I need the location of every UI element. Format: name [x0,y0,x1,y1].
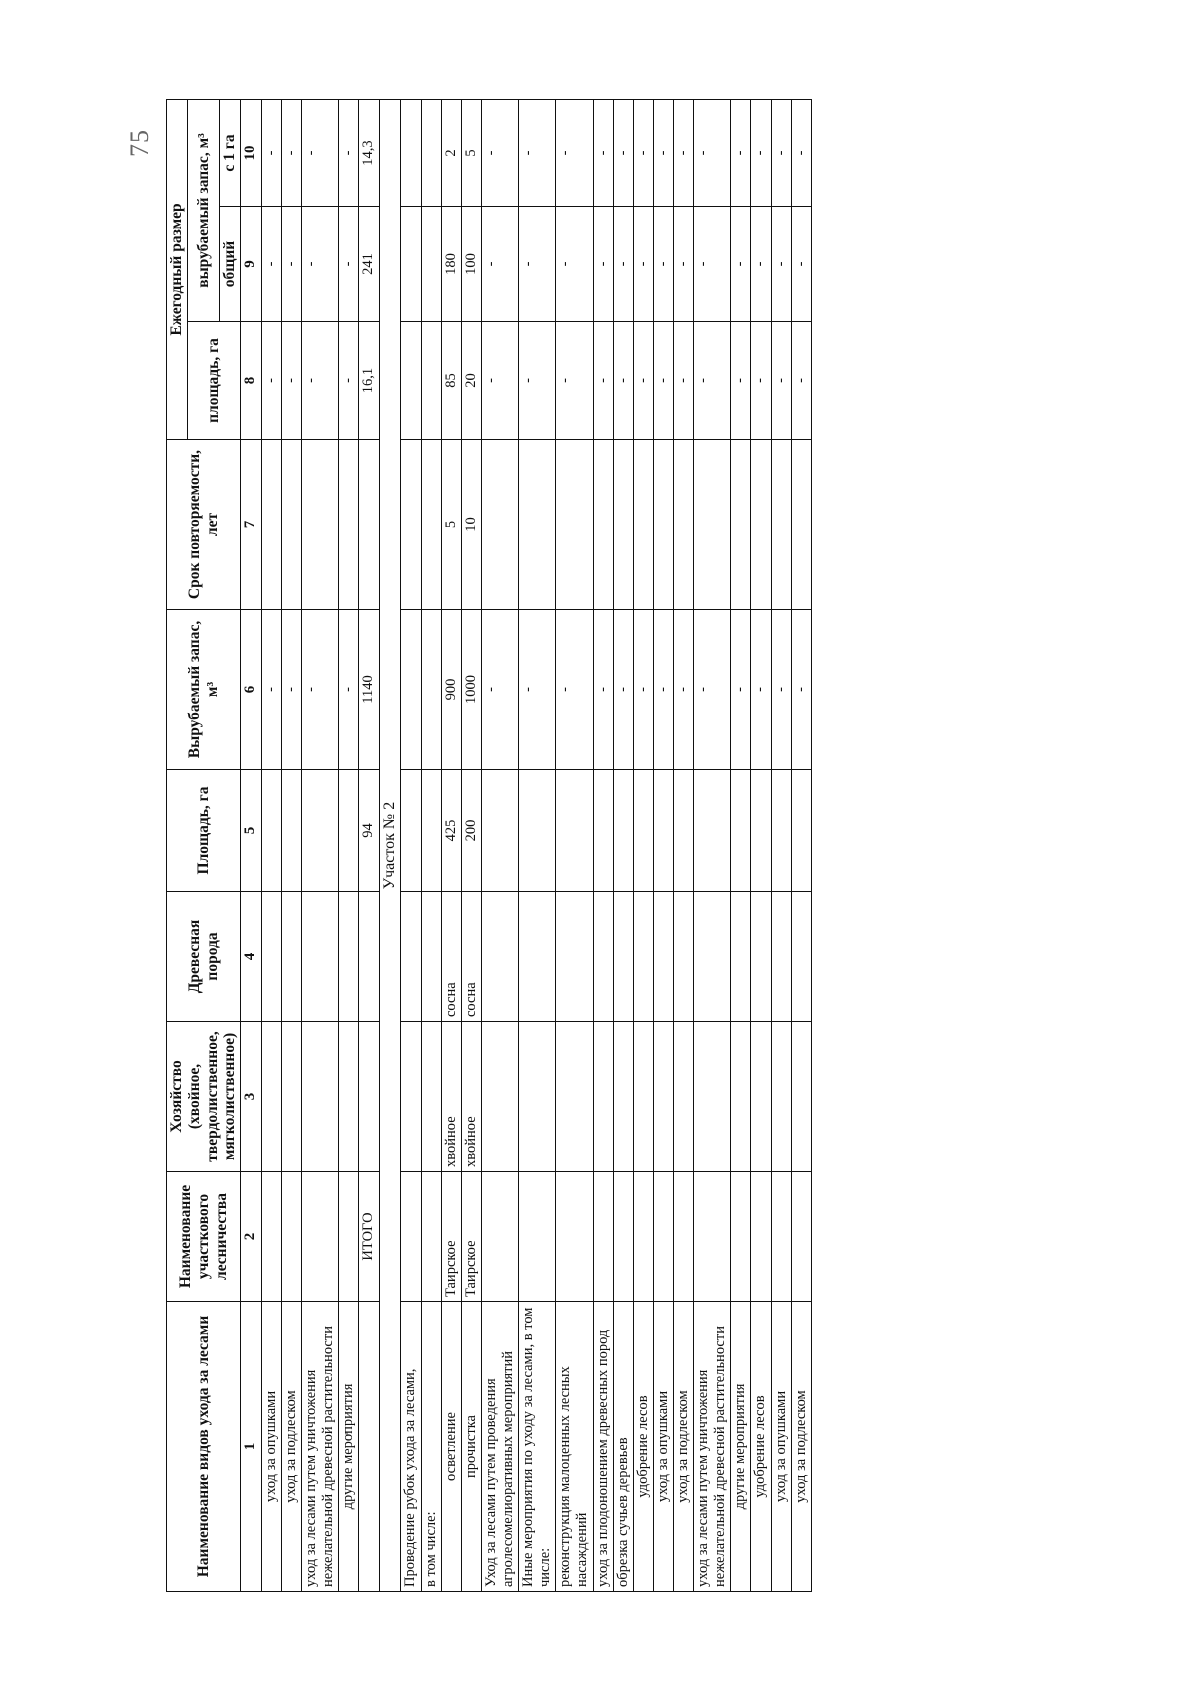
care-type-cell: другие мероприятия [339,1302,359,1592]
table-cell: - [519,610,556,770]
table-cell: - [339,610,359,770]
table-cell [302,1172,339,1302]
table-cell: 100 [461,207,481,322]
table-cell: - [481,610,518,770]
table-cell: - [791,100,811,207]
table-row [751,100,771,1592]
table-cell: - [613,610,633,770]
table-cell: хвойное [461,1022,481,1172]
header-repeat-period: Срок повторяемости, лет [167,440,241,610]
table-cell: - [261,100,281,207]
table-cell: - [653,207,673,322]
col-number: 6 [241,610,262,770]
table-cell: - [556,207,593,322]
table-cell [771,1172,791,1302]
table-cell [633,1172,653,1302]
table-row [519,100,556,1592]
care-type-cell: уход за лесами путем уничтожения нежелательной древесной растительности [302,1302,339,1592]
table-cell: - [481,100,518,207]
table-cell [593,892,613,1022]
care-type-cell: уход за опушками [261,1302,281,1592]
table-row [653,100,673,1592]
table-cell [261,440,281,610]
table-cell [359,440,379,610]
table-cell: - [519,207,556,322]
table-cell [481,1172,518,1302]
header-economy: Хозяйство (хвойное, твердолиственное, мягколиственное) [167,1022,241,1172]
table-cell [613,1172,633,1302]
table-cell: - [771,207,791,322]
table-row [401,100,421,1592]
table-cell [653,440,673,610]
table-cell: Таирское [461,1172,481,1302]
table-cell [694,1172,731,1302]
table-row [481,100,518,1592]
table-cell: - [751,322,771,440]
table-cell: - [653,610,673,770]
table-cell: - [282,207,302,322]
table-cell: - [593,100,613,207]
table-cell: сосна [461,892,481,1022]
table-cell [731,440,751,610]
table-cell [771,770,791,892]
col-number: 9 [241,207,262,322]
table-cell [481,770,518,892]
table-cell [339,440,359,610]
care-type-cell: уход за опушками [771,1302,791,1592]
table-cell: - [282,610,302,770]
table-cell [519,1172,556,1302]
table-row [674,100,694,1592]
table-cell [401,1172,421,1302]
table-cell: - [633,322,653,440]
table-cell [282,1022,302,1172]
table-row [421,100,441,1592]
column-number-row [241,100,262,1592]
table-cell [613,440,633,610]
total-annual-area: 16,1 [359,322,379,440]
table-cell [771,440,791,610]
table-cell [751,1172,771,1302]
table-cell: 5 [461,100,481,207]
table-cell [674,1022,694,1172]
table-row [339,100,359,1592]
table-cell: 10 [461,440,481,610]
table-cell [653,1022,673,1172]
table-cell [556,770,593,892]
table-cell [593,440,613,610]
table-cell [261,892,281,1022]
table-cell [751,440,771,610]
care-type-cell: реконструкция малоценных лесных насаждений [556,1302,593,1592]
care-type-cell: уход за подлеском [791,1302,811,1592]
table-cell: - [556,100,593,207]
table-row [731,100,751,1592]
care-type-cell: удобрение лесов [633,1302,653,1592]
table-cell [653,1172,673,1302]
table-cell [421,100,441,207]
col-number: 4 [241,892,262,1022]
table-cell: - [519,100,556,207]
table-cell: 2 [441,100,461,207]
table-cell [653,770,673,892]
rotated-table-wrapper [166,99,812,1592]
col-number: 10 [241,100,262,207]
total-area: 94 [359,770,379,892]
table-cell: - [302,322,339,440]
table-cell [401,1022,421,1172]
table-cell: - [593,610,613,770]
table-row [791,100,811,1592]
table-cell [694,440,731,610]
table-cell: - [302,207,339,322]
table-cell: 20 [461,322,481,440]
table-cell: - [674,322,694,440]
section-title: Участок № 2 [379,100,401,1592]
table-row [441,100,461,1592]
table-cell [694,1022,731,1172]
table-cell [653,892,673,1022]
table-cell: Таирское [441,1172,461,1302]
table-cell [674,770,694,892]
care-type-cell: удобрение лесов [751,1302,771,1592]
table-cell [421,770,441,892]
table-cell [791,892,811,1022]
table-cell: - [771,100,791,207]
table-cell [302,1022,339,1172]
table-cell: - [771,322,791,440]
table-cell [401,100,421,207]
table-cell [421,440,441,610]
table-row [282,100,302,1592]
total-stock-per-ha: 14,3 [359,100,379,207]
table-cell: - [302,100,339,207]
table-cell: - [339,100,359,207]
table-cell [791,1172,811,1302]
care-type-cell: Проведение рубок ухода за лесами, [401,1302,421,1592]
table-row [593,100,613,1592]
table-cell [791,440,811,610]
table-cell [359,1022,379,1172]
table-cell [282,1172,302,1302]
header-annual-area: площадь, га [187,322,240,440]
table-cell [421,892,441,1022]
table-cell: 425 [441,770,461,892]
table-cell [613,1022,633,1172]
table-cell: - [731,322,751,440]
table-cell: хвойное [441,1022,461,1172]
table-cell: - [481,322,518,440]
header-area: Площадь, га [167,770,241,892]
care-type-cell: осветление [441,1302,461,1592]
table-cell: - [519,322,556,440]
care-type-cell: в том числе: [421,1302,441,1592]
table-cell: - [302,610,339,770]
table-cell [282,892,302,1022]
table-cell: - [633,610,653,770]
table-row [633,100,653,1592]
care-type-cell: уход за подлеском [674,1302,694,1592]
table-cell: - [613,207,633,322]
table-cell: - [633,207,653,322]
table-cell: - [261,322,281,440]
table-cell: - [751,100,771,207]
table-cell [771,892,791,1022]
table-cell: - [694,610,731,770]
table-cell: - [653,322,673,440]
table-cell [556,1022,593,1172]
table-cell [731,1172,751,1302]
table-cell: 200 [461,770,481,892]
table-cell [359,892,379,1022]
table-cell [339,892,359,1022]
table-cell: - [731,610,751,770]
table-cell [674,440,694,610]
care-type-cell: уход за опушками [653,1302,673,1592]
table-cell: - [593,207,613,322]
table-cell [481,440,518,610]
table-cell [401,440,421,610]
care-type-cell: обрезка сучьев деревьев [613,1302,633,1592]
table-cell [593,770,613,892]
table-cell: - [481,207,518,322]
total-section [359,100,401,1592]
table-cell [556,892,593,1022]
table-cell: 900 [441,610,461,770]
table-row [302,100,339,1592]
table-cell [421,1172,441,1302]
table-cell [519,770,556,892]
total-annual-stock: 241 [359,207,379,322]
table-cell: - [282,100,302,207]
table-cell: - [261,610,281,770]
table-cell: 85 [441,322,461,440]
table-cell [282,770,302,892]
table-cell [339,770,359,892]
header-species: Древесная порода [167,892,241,1022]
table-cell: - [751,610,771,770]
table-cell: - [556,610,593,770]
table-cell [751,1022,771,1172]
table-cell: сосна [441,892,461,1022]
table-cell: - [613,100,633,207]
table-cell: - [556,322,593,440]
care-type-cell: прочистка [461,1302,481,1592]
table-cell: 1000 [461,610,481,770]
table-cell [771,1022,791,1172]
table-cell [694,770,731,892]
page-number: 75 [125,129,154,157]
care-type-cell: другие мероприятия [731,1302,751,1592]
table-cell [421,322,441,440]
table-row [694,100,731,1592]
table-cell [791,770,811,892]
table-cell [401,892,421,1022]
care-type-cell: уход за плодоношением древесных пород [593,1302,613,1592]
header-forestry: Наименование участкового лесничества [167,1172,241,1302]
table-cell [674,1172,694,1302]
table-cell [556,440,593,610]
table-cell [519,1022,556,1172]
table-cell [519,440,556,610]
care-type-cell: Уход за лесами путем проведения агролесомелиоративных мероприятий [481,1302,518,1592]
table-cell: - [674,100,694,207]
table-cell [791,1022,811,1172]
table-cell [359,1302,379,1592]
table-cell [731,770,751,892]
table-cell: 180 [441,207,461,322]
header-annual-size: Ежегодный размер [167,100,188,440]
table-cell: - [694,322,731,440]
table-cell [613,892,633,1022]
table-cell [339,1172,359,1302]
table-cell [261,1172,281,1302]
table-cell: - [694,100,731,207]
table-cell [519,892,556,1022]
table-cell [593,1172,613,1302]
header-care-type: Наименование видов ухода за лесами [167,1302,241,1592]
table-cell: - [653,100,673,207]
table-cell: - [674,207,694,322]
col-number: 5 [241,770,262,892]
section-2-rows [401,100,811,1592]
table-cell: - [791,322,811,440]
table-cell [593,1022,613,1172]
table-cell: - [261,207,281,322]
table-cell [731,1022,751,1172]
table-cell [302,770,339,892]
table-cell [421,610,441,770]
table-cell [401,207,421,322]
header-annual-total: общий [220,207,241,322]
table-cell: - [282,322,302,440]
table-cell [751,770,771,892]
table-cell: - [731,100,751,207]
table-cell [302,440,339,610]
table-cell: - [633,100,653,207]
table-cell: - [674,610,694,770]
table-row [261,100,281,1592]
table-cell: - [339,322,359,440]
table-cell: - [731,207,751,322]
table-cell: - [751,207,771,322]
care-type-cell: Иные мероприятия по уходу за лесами, в том числе: [519,1302,556,1592]
total-stock: 1140 [359,610,379,770]
forest-care-table [166,99,812,1592]
table-cell: - [694,207,731,322]
section-title-row [379,100,401,1592]
total-label: ИТОГО [359,1172,379,1302]
table-cell [751,892,771,1022]
table-cell [339,1022,359,1172]
table-cell [674,892,694,1022]
total-row [359,100,379,1592]
header-annual-per-ha: с 1 га [220,100,241,207]
table-cell: - [613,322,633,440]
table-cell [633,440,653,610]
table-row [613,100,633,1592]
table-cell: - [593,322,613,440]
table-cell: - [339,207,359,322]
section-1-rows [261,100,359,1592]
table-cell [613,770,633,892]
care-type-cell: уход за подлеском [282,1302,302,1592]
table-cell [481,1022,518,1172]
table-cell [401,610,421,770]
table-cell: 5 [441,440,461,610]
table-cell [261,770,281,892]
table-cell [401,770,421,892]
table-row [556,100,593,1592]
header-stock: Вырубаемый запас, м³ [167,610,241,770]
header-annual-stock: вырубаемый запас, м³ [187,100,220,322]
table-cell: - [791,610,811,770]
table-cell [633,1022,653,1172]
col-number: 7 [241,440,262,610]
table-cell [282,440,302,610]
table-cell [401,322,421,440]
col-number: 1 [241,1302,262,1592]
table-cell [421,1022,441,1172]
table-cell: - [771,610,791,770]
table-row [771,100,791,1592]
table-cell [731,892,751,1022]
table-cell [261,1022,281,1172]
care-type-cell: уход за лесами путем уничтожения нежелательной древесной растительности [694,1302,731,1592]
table-cell [633,892,653,1022]
table-cell [694,892,731,1022]
table-cell [481,892,518,1022]
table-cell [633,770,653,892]
table-cell [302,892,339,1022]
table-cell [421,207,441,322]
table-row [461,100,481,1592]
table-cell [556,1172,593,1302]
col-number: 3 [241,1022,262,1172]
col-number: 8 [241,322,262,440]
col-number: 2 [241,1172,262,1302]
table-cell: - [791,207,811,322]
